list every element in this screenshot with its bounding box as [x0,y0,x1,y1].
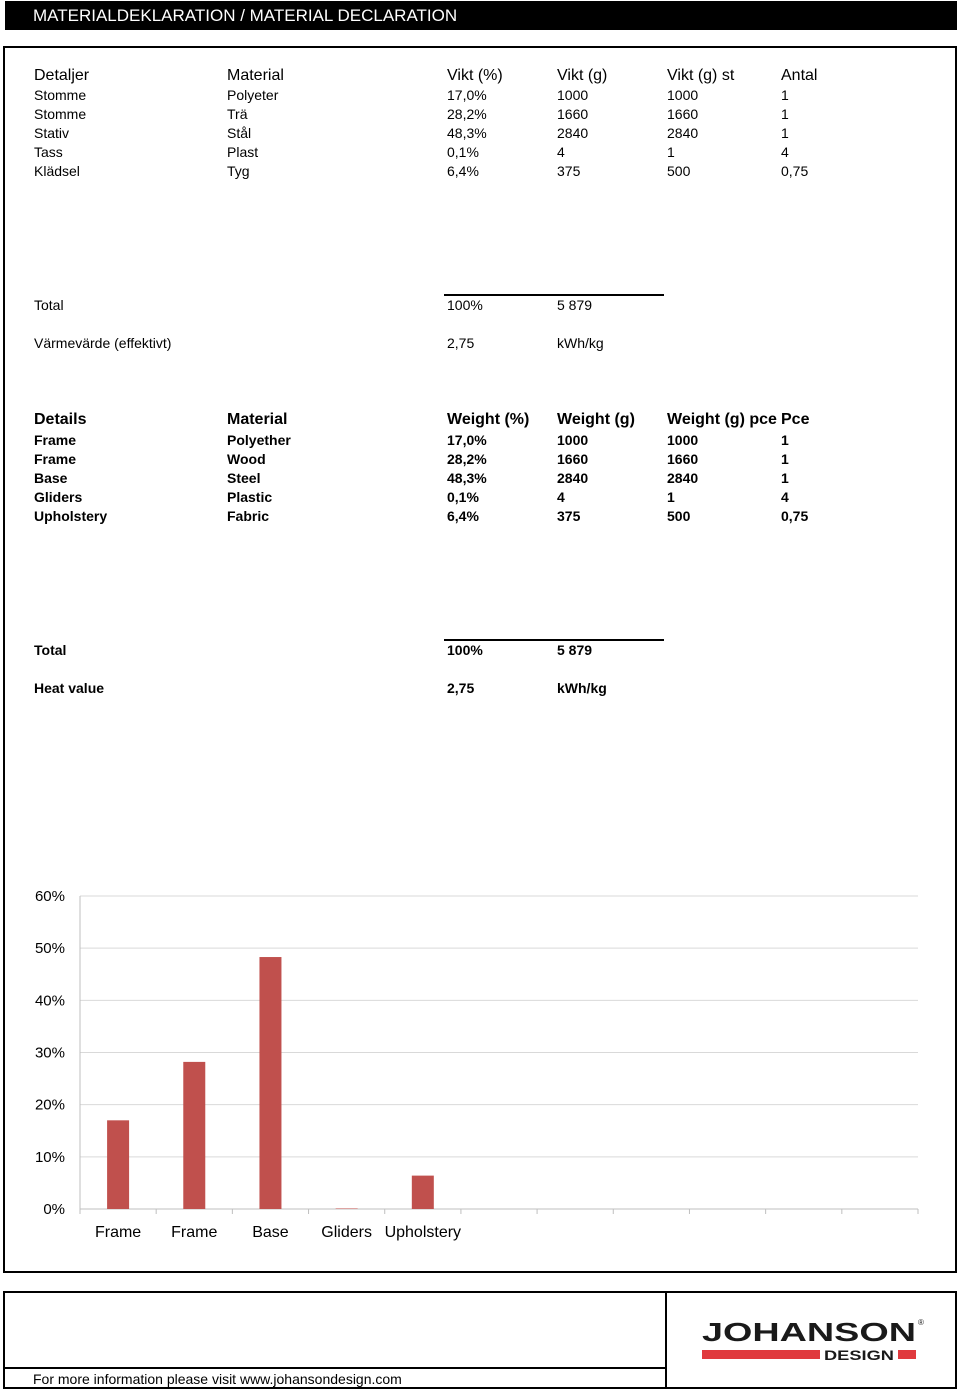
heat-unit: kWh/kg [557,680,607,696]
table-cell: Steel [227,470,261,486]
table-cell: 48,3% [447,125,487,141]
table-cell: 2840 [667,125,699,141]
total-weight: 5 879 [557,297,593,313]
table-cell: 6,4% [447,163,479,179]
x-tick-label: Frame [94,1224,142,1241]
table-cell: Base [34,470,68,486]
page-title: MATERIALDEKLARATION / MATERIAL DECLARATION [5,1,957,30]
table-cell: Trä [227,106,248,122]
column-header: Pce [781,411,810,428]
table-cell: 1000 [667,432,699,448]
column-header: Antal [781,67,818,84]
table-cell: 1 [781,125,789,141]
table-cell: 2840 [667,470,699,486]
table-cell: 1000 [557,432,589,448]
x-tick-label: Base [252,1224,289,1241]
column-header: Weight (g) pce [667,411,777,428]
table-cell: 0,75 [781,508,809,524]
table-cell: 1 [781,451,789,467]
total-label: Total [34,642,67,658]
table-cell: 48,3% [447,470,487,486]
table-cell: 1660 [667,451,699,467]
bar [259,957,281,1209]
table-cell: 4 [557,489,565,505]
column-header: Material [227,67,284,84]
y-tick-label: 0% [43,1201,65,1218]
total-label: Total [34,297,64,313]
table-cell: 1 [781,432,789,448]
column-header: Details [34,411,87,428]
table-cell: 500 [667,508,691,524]
table-cell: Plastic [227,489,273,505]
table-cell: 1 [667,144,675,160]
y-tick-label: 60% [34,888,65,905]
x-tick-label: Gliders [321,1224,372,1241]
column-header: Vikt (%) [447,67,503,84]
table-cell: Frame [34,432,77,448]
table-cell: 4 [781,489,789,505]
table-cell: 375 [557,163,581,179]
bar [107,1120,129,1209]
table-cell: 1 [667,489,675,505]
table-cell: 1660 [667,106,699,122]
table-cell: Stativ [34,125,70,141]
bar [183,1062,205,1209]
y-tick-label: 20% [34,1096,65,1114]
table-cell: 500 [667,163,691,179]
table-cell: 1 [781,470,789,486]
footer-divider [665,1293,667,1389]
weight-percent-chart [0,860,960,1260]
heat-value-label: Heat value [34,680,105,696]
total-weight: 5 879 [557,642,593,658]
table-cell: 28,2% [447,451,487,467]
table-cell: 0,75 [781,163,809,179]
table-cell: 1000 [667,87,699,103]
table-cell: Polyeter [227,87,279,103]
bar [336,1208,358,1209]
heat-value-label: Värmevärde (effektivt) [34,335,172,351]
table-cell: Stomme [34,106,87,122]
y-tick-label: 40% [34,992,65,1010]
table-cell: 6,4% [447,508,479,524]
table-cell: 28,2% [447,106,487,122]
logo-wordmark: JOHANSON [702,1317,916,1347]
table-cell: 2840 [557,125,589,141]
heat-value: 2,75 [447,335,475,351]
logo-subword: DESIGN [824,1347,894,1363]
column-header: Material [227,411,288,428]
total-rule [444,294,664,296]
heat-value: 2,75 [447,680,475,696]
footer-rule [5,1367,665,1369]
column-header: Vikt (g) st [667,67,735,84]
table-cell: Plast [227,144,259,160]
table-cell: 1660 [557,451,589,467]
table-cell: Tyg [227,163,250,179]
table-cell: 0,1% [447,489,479,505]
column-header: Detaljer [34,67,90,84]
table-cell: 1660 [557,106,589,122]
column-header: Weight (%) [447,411,530,428]
table-cell: 1 [781,87,789,103]
y-tick-label: 30% [34,1044,65,1062]
footer-info-text: For more information please visit www.johansondesign.com [33,1371,402,1387]
table-cell: 375 [557,508,581,524]
table-cell: Stål [227,125,252,141]
column-header: Weight (g) [557,411,635,428]
table-cell: Klädsel [34,163,80,179]
column-header: Vikt (g) [557,67,608,84]
table-cell: 4 [557,144,565,160]
table-cell: Polyether [227,432,291,448]
table-cell: Tass [34,144,63,160]
total-percent: 100% [447,297,483,313]
table-cell: Stomme [34,87,87,103]
johanson-design-logo [700,1316,930,1366]
table-cell: 1000 [557,87,589,103]
x-tick-label: Upholstery [384,1224,462,1241]
table-cell: 17,0% [447,432,487,448]
y-tick-label: 50% [34,940,65,958]
table-cell: 17,0% [447,87,487,103]
x-tick-label: Frame [171,1224,218,1241]
table-cell: 0,1% [447,144,479,160]
total-rule [444,639,664,641]
total-percent: 100% [447,642,483,658]
table-cell: Frame [34,451,77,467]
table-cell: Gliders [34,489,83,505]
logo-red-bar-right [898,1350,916,1359]
table-cell: Wood [227,451,266,467]
y-tick-label: 10% [34,1148,65,1166]
logo-registered-mark: ® [918,1318,924,1327]
table-cell: 2840 [557,470,589,486]
table-cell: Upholstery [34,508,108,524]
bar [412,1176,434,1209]
table-cell: 1 [781,106,789,122]
logo-red-bar-left [702,1350,820,1359]
heat-unit: kWh/kg [557,335,604,351]
table-cell: 4 [781,144,789,160]
table-cell: Fabric [227,508,270,524]
